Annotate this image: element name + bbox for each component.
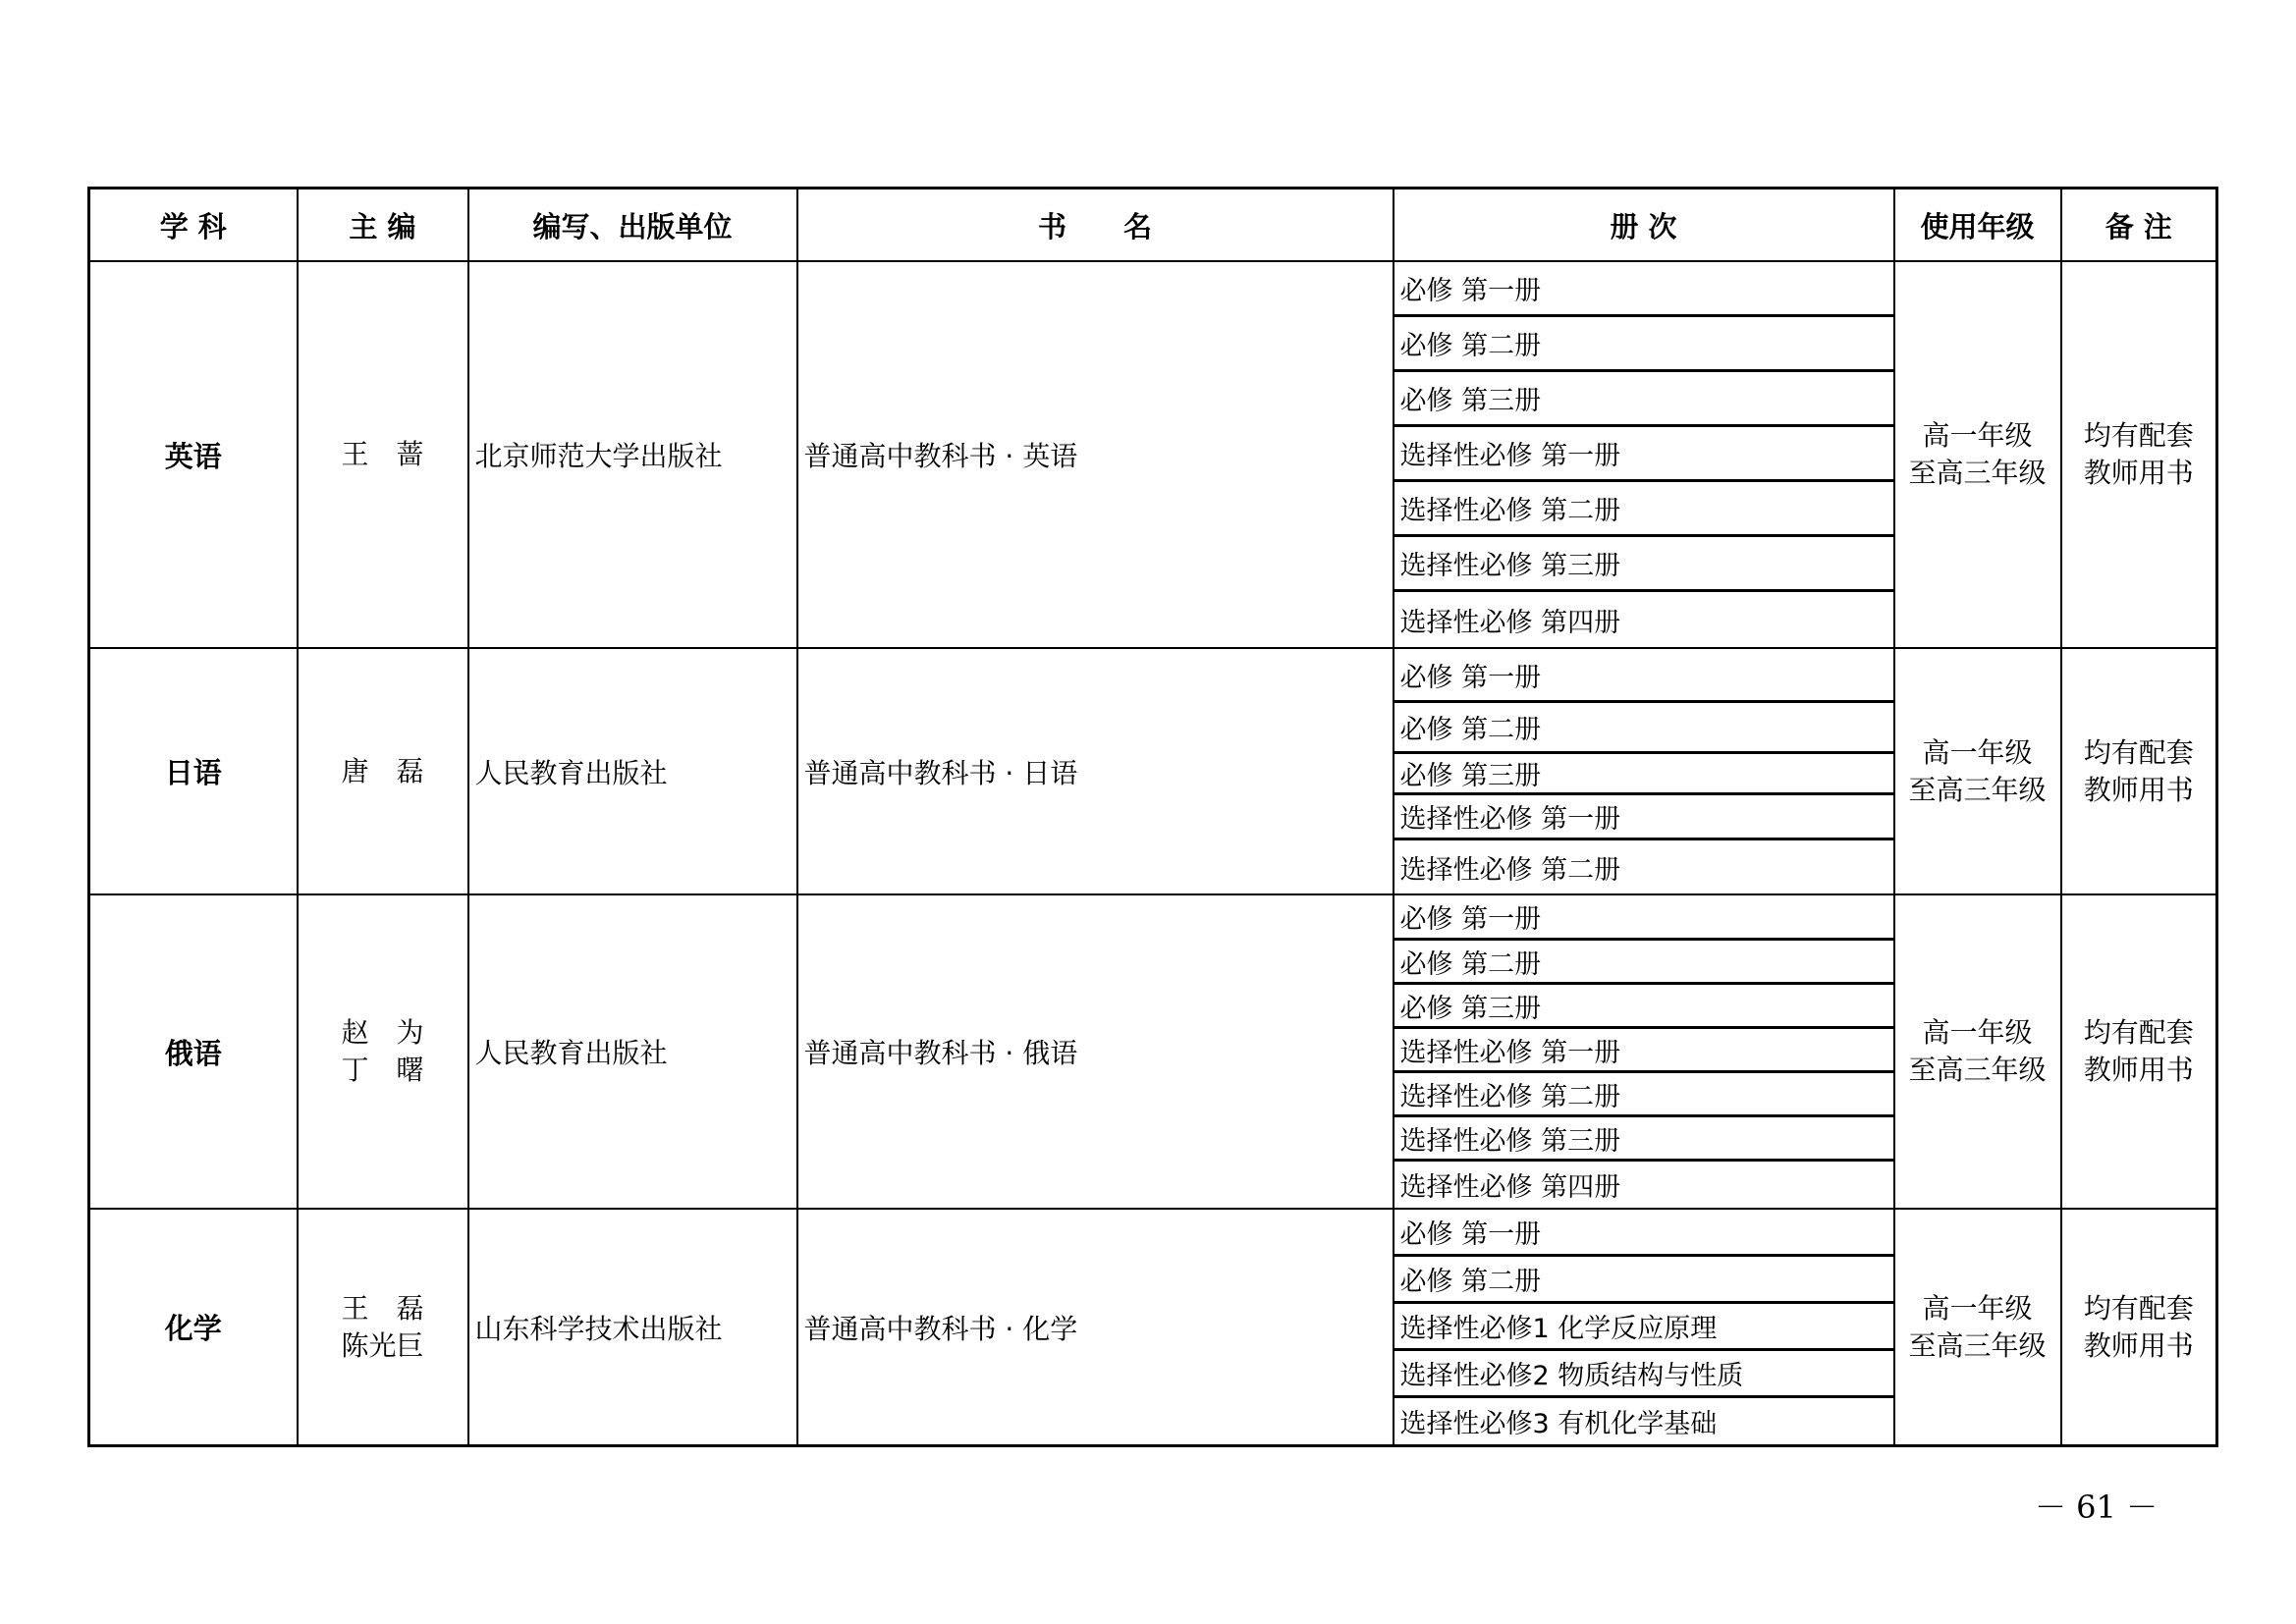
editor-cell	[298, 1209, 468, 1446]
grade-line: 高一年级	[1922, 419, 2033, 452]
volume-cell	[1394, 1209, 1894, 1446]
volume-item: 必修 第一册	[1394, 262, 1893, 317]
volume-item: 选择性必修 第一册	[1394, 427, 1893, 482]
grade-line: 至高三年级	[1908, 773, 2047, 806]
publisher-cell: 山东科学技术出版社	[468, 1209, 797, 1446]
volume-item: 选择性必修 第二册	[1394, 482, 1893, 537]
editor-cell	[298, 894, 468, 1209]
header-volume: 册 次	[1394, 189, 1894, 262]
header-note: 备 注	[2061, 189, 2217, 262]
header-publisher: 编写、出版单位	[468, 189, 797, 262]
editor-cell	[298, 261, 468, 648]
header-editor: 主 编	[298, 189, 468, 262]
volume-item: 必修 第二册	[1394, 941, 1893, 985]
note-line: 均有配套	[2083, 419, 2194, 452]
table-row	[89, 261, 2217, 648]
header-row	[89, 189, 2217, 262]
note-line: 均有配套	[2083, 1291, 2194, 1325]
volume-item: 选择性必修 第三册	[1394, 1117, 1893, 1162]
table-row	[89, 894, 2217, 1209]
book-name-cell: 普通高中教科书 · 俄语	[797, 894, 1394, 1209]
volume-item: 选择性必修1 化学反应原理	[1394, 1304, 1893, 1351]
editor-name: 陈光巨	[341, 1328, 424, 1362]
publisher-cell: 人民教育出版社	[468, 894, 797, 1209]
grade-line: 高一年级	[1922, 1291, 2033, 1325]
grade-line: 高一年级	[1922, 1016, 2033, 1049]
volume-item: 必修 第二册	[1394, 1257, 1893, 1304]
note-line: 均有配套	[2083, 1016, 2194, 1049]
volume-cell	[1394, 894, 1894, 1209]
note-line: 教师用书	[2083, 773, 2194, 806]
editor-name: 丁 曙	[341, 1054, 424, 1086]
table-row	[89, 648, 2217, 894]
subject-cell: 英语	[89, 261, 298, 648]
note-cell	[2061, 894, 2217, 1209]
volume-cell	[1394, 261, 1894, 648]
volume-item: 选择性必修2 物质结构与性质	[1394, 1351, 1893, 1398]
subject-cell: 化学	[89, 1209, 298, 1446]
grade-line: 至高三年级	[1908, 1054, 2047, 1086]
note-cell	[2061, 648, 2217, 894]
subject-cell: 日语	[89, 648, 298, 894]
editor-name: 赵 为	[341, 1016, 424, 1049]
book-name-cell: 普通高中教科书 · 化学	[797, 1209, 1394, 1446]
volume-item: 必修 第三册	[1394, 372, 1893, 427]
grade-cell	[1894, 648, 2061, 894]
publisher-cell: 人民教育出版社	[468, 648, 797, 894]
volume-item: 选择性必修 第二册	[1399, 854, 1621, 886]
editor-name: 王 蔷	[341, 438, 424, 470]
grade-line: 至高三年级	[1908, 457, 2047, 489]
note-line: 教师用书	[2083, 457, 2194, 489]
editor-name: 唐 磊	[341, 754, 424, 787]
header-grade: 使用年级	[1894, 189, 2061, 262]
volume-item: 选择性必修 第一册	[1394, 1029, 1893, 1073]
book-name-cell: 普通高中教科书 · 日语	[797, 648, 1394, 894]
note-cell	[2061, 1209, 2217, 1446]
header-book-name: 书 名	[797, 189, 1394, 262]
note-line: 均有配套	[2083, 735, 2194, 769]
volume-item: 必修 第二册	[1394, 703, 1893, 754]
volume-list	[1394, 262, 1893, 647]
grade-cell	[1894, 1209, 2061, 1446]
volume-item: 必修 第二册	[1394, 317, 1893, 372]
book-name-cell: 普通高中教科书 · 英语	[797, 261, 1394, 648]
volume-item: 必修 第三册	[1394, 754, 1893, 795]
header-subject: 学 科	[89, 189, 298, 262]
volume-item: 必修 第一册	[1394, 1210, 1893, 1257]
volume-cell	[1394, 648, 1894, 894]
grade-cell	[1894, 894, 2061, 1209]
note-line: 教师用书	[2083, 1054, 2194, 1086]
volume-item: 必修 第一册	[1394, 649, 1893, 703]
volume-list	[1394, 649, 1893, 893]
publisher-cell: 北京师范大学出版社	[468, 261, 797, 648]
table-row	[89, 1209, 2217, 1446]
editor-name: 王 磊	[341, 1291, 424, 1325]
note-cell	[2061, 261, 2217, 648]
volume-item: 选择性必修 第一册	[1394, 795, 1893, 840]
volume-item: 选择性必修 第三册	[1394, 537, 1893, 592]
editor-cell	[298, 648, 468, 894]
volume-item: 必修 第一册	[1394, 895, 1893, 941]
subject-cell: 俄语	[89, 894, 298, 1209]
note-line: 教师用书	[2083, 1328, 2194, 1362]
volume-item: 选择性必修 第四册	[1399, 1172, 1621, 1203]
volume-list	[1394, 1210, 1893, 1444]
page-number: － 61 －	[2035, 1489, 2159, 1526]
textbook-table	[87, 187, 2218, 1447]
grade-line: 高一年级	[1922, 735, 2033, 769]
volume-item: 选择性必修 第二册	[1394, 1073, 1893, 1117]
volume-item: 必修 第三册	[1394, 985, 1893, 1029]
volume-item: 选择性必修 第四册	[1399, 607, 1621, 638]
grade-line: 至高三年级	[1908, 1328, 2047, 1362]
grade-cell	[1894, 261, 2061, 648]
volume-list	[1394, 895, 1893, 1208]
volume-item: 选择性必修3 有机化学基础	[1399, 1409, 1718, 1439]
